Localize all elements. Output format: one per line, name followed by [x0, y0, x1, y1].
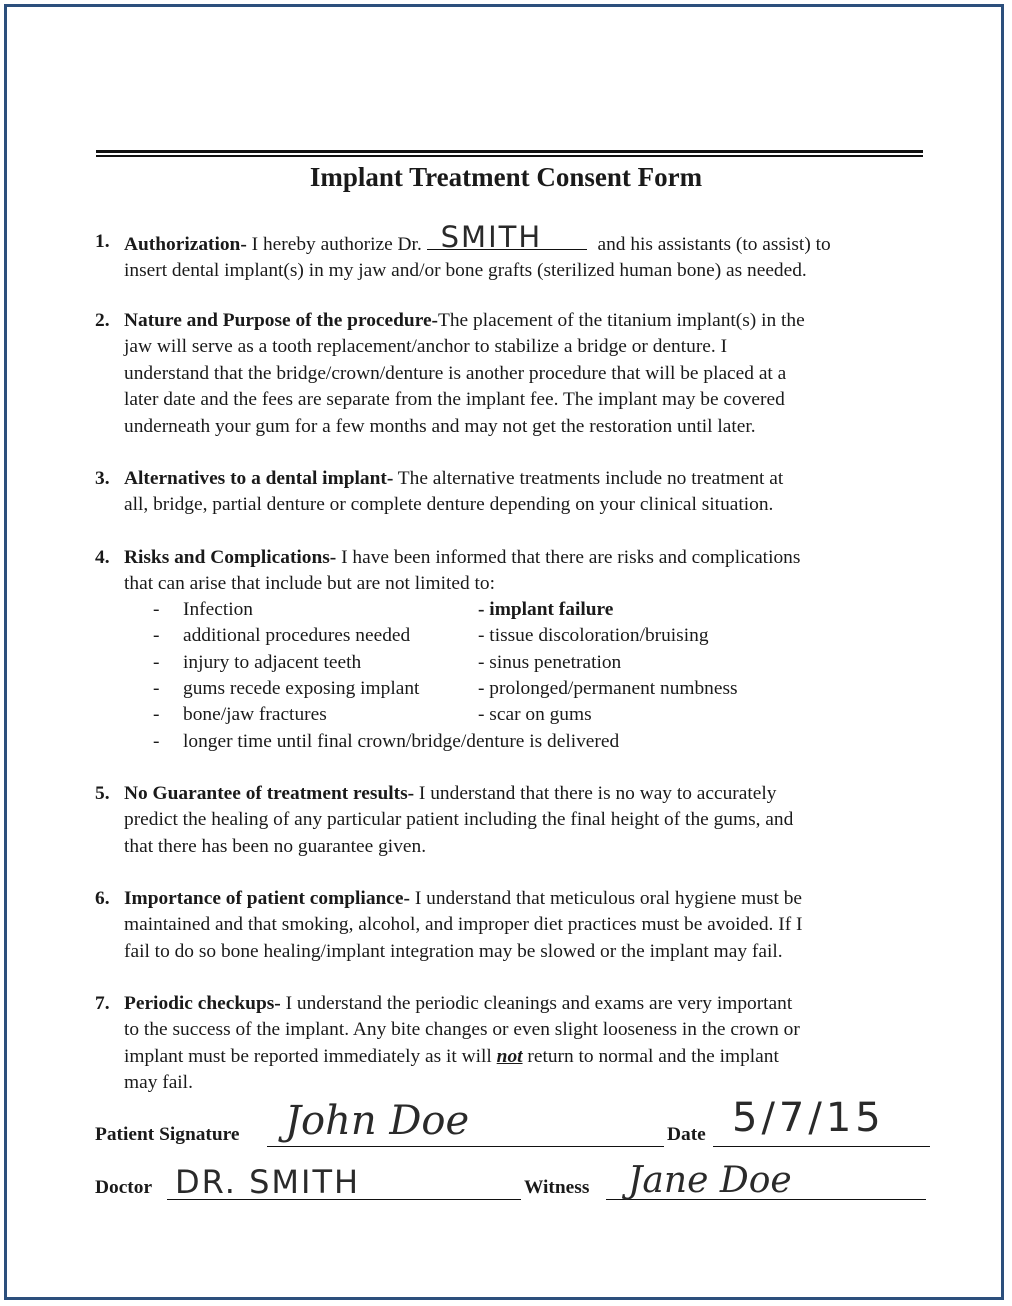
top-rule-thin	[96, 155, 923, 157]
doctor-name-field[interactable]	[427, 220, 587, 254]
section-number: 1.	[95, 231, 110, 252]
patient-signature-label: Patient Signature	[95, 1124, 240, 1145]
section-nature-purpose: 2. Nature and Purpose of the procedure-The placement of the titanium implant(s) in the jaw will serve as a tooth replacement/anchor to stabilize a bridge or denture. I understand that the bridge/crown/denture is another procedure that will be placed at a later date and the fees are separate from the implant fee. The implant may be covered underneath your gum for a few months and may not get the restoration until later.	[95, 310, 805, 437]
risk-item-emphasized: - implant failure	[478, 599, 614, 620]
risk-item: - longer time until final crown/bridge/denture is delivered	[153, 731, 620, 752]
risk-item: - prolonged/permanent numbness	[478, 678, 738, 699]
risk-item: - injury to adjacent teeth	[153, 652, 362, 673]
doctor-label: Doctor	[95, 1177, 153, 1198]
section-periodic-checkups: 7. Periodic checkups- I understand the periodic cleanings and exams are very important to the success of the implant. Any bite changes or even slight looseness in the crown or implant must be reported immediately as it will not return to normal and the implant may fail.	[95, 993, 800, 1094]
section-heading: Periodic checkups-	[124, 993, 281, 1014]
risk-item: - gums recede exposing implant	[153, 678, 420, 699]
emphasis-not: not	[496, 1045, 523, 1067]
witness-label: Witness	[524, 1177, 590, 1198]
risk-item: - scar on gums	[478, 704, 592, 725]
doctor-name-handwritten: SMITH	[440, 220, 543, 254]
section-no-guarantee: 5. No Guarantee of treatment results- I understand that there is no way to accurately predict the healing of any particular patient including the final height of the gums, and that there has been no guarantee given.	[95, 783, 794, 857]
patient-signature-handwritten: John Doe	[285, 1098, 470, 1144]
section-heading: Risks and Complications-	[124, 547, 337, 568]
date-label: Date	[667, 1124, 706, 1145]
section-heading: Importance of patient compliance-	[124, 888, 410, 909]
risk-item: - Infection	[153, 599, 253, 620]
section-heading: Authorization-	[124, 234, 247, 255]
risk-item: - additional procedures needed	[153, 625, 411, 646]
top-rule	[96, 150, 923, 153]
witness-signature-handwritten: Jane Doe	[628, 1160, 792, 1201]
form-title: Implant Treatment Consent Form	[309, 162, 703, 192]
doctor-signature-handwritten: DR. SMITH	[175, 1163, 361, 1201]
section-alternatives: 3. Alternatives to a dental implant- The alternative treatments include no treatment at all, bridge, partial denture or complete denture depending on your clinical situation.	[95, 468, 784, 516]
section-heading: Alternatives to a dental implant-	[124, 468, 394, 489]
section-compliance: 6. Importance of patient compliance- I understand that meticulous oral hygiene must be maintained and that smoking, alcohol, and improper diet practices must be avoided. If I fail to do so bone healing/implant integration may be slowed or the implant may fail.	[95, 888, 803, 962]
risk-item: - tissue discoloration/bruising	[478, 625, 709, 646]
section-heading: Nature and Purpose of the procedure-	[124, 310, 439, 331]
date-handwritten: 5/7/15	[732, 1095, 885, 1141]
section-risks: 4. Risks and Complications- I have been informed that there are risks and complications that can arise that include but are not limited to:	[95, 547, 801, 595]
risk-item: - sinus penetration	[478, 652, 622, 673]
section-authorization: 1. Authorization- I hereby authorize Dr. SMITH and his assistants (to assist) to insert dental implant(s) in my jaw and/or bone grafts (sterilized human bone) as needed.	[95, 220, 831, 282]
section-heading: No Guarantee of treatment results-	[124, 783, 415, 804]
patient-signature-line[interactable]	[267, 1146, 664, 1147]
risk-item: - bone/jaw fractures	[153, 704, 327, 725]
date-line[interactable]	[713, 1146, 930, 1147]
